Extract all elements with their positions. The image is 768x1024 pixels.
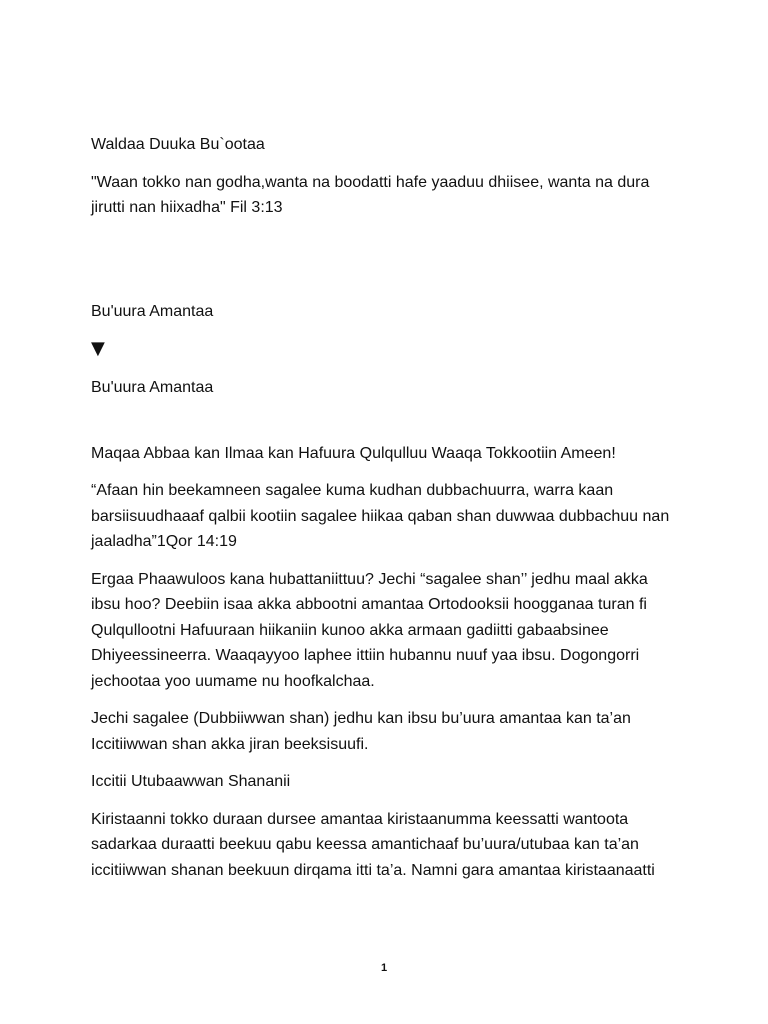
body-paragraph-1: Ergaa Phaawuloos kana hubattaniittuu? Jechi “sagalee shan’’ jedhu maal akka ibsu hoo? Deebiin isaa akka abbootni amantaa Ortodooksii hoogganaa turan fi Qulqullootni Hafuuraan hiikaniin kunoo akka armaan gadiitti gabaabsinee Dhiyeessineerra. Waaqayyoo laphee ittiin hubannu nuuf yaa ibsu. Dogongorri jechootaa yoo uumame nu hoofkalchaa.	[91, 570, 648, 690]
section-label-foundation-repeat: Bu'uura Amantaa	[91, 379, 214, 396]
body-paragraph-3: Kiristaanni tokko duraan dursee amantaa kiristaanumma keessatti wantoota sadarkaa duraatti beekuu qabu keessa amantichaaf bu’uura/utubaa kan ta’an iccitiiwwan shanan beekuun dirqama itti ta’a. Namni gara amantaa kiristaanaatti	[91, 810, 655, 879]
epigraph-quote: "Waan tokko nan godha,wanta na boodatti hafe yaaduu dhiisee, wanta na dura jirutti nan hiixadha" Fil 3:13	[91, 173, 650, 216]
page-number: 1	[380, 962, 388, 974]
body-paragraph-2: Jechi sagalee (Dubbiiwwan shan) jedhu kan ibsu bu’uura amantaa kan ta’an Iccitiiwwan shan akka jiran beeksisuufi.	[91, 710, 631, 753]
document-body	[91, 132, 681, 895]
document-heading: Waldaa Duuka Bu`ootaa	[91, 136, 265, 153]
greeting-line: Maqaa Abbaa kan Ilmaa kan Hafuura Qulqulluu Waaqa Tokkootiin Ameen!	[91, 444, 616, 462]
verse-quote: “Afaan hin beekamneen sagalee kuma kudhan dubbachuurra, warra kaan barsiisuudhaaaf qalbii kootiin sagalee hiikaa qaban shan duwwaa dubbachuu nan jaaladha”1Qor 14:19	[91, 482, 670, 550]
section-label-foundation: Bu'uura Amantaa	[91, 302, 214, 320]
dropdown-triangle-icon[interactable]: ▼	[91, 338, 105, 359]
section-subheading: Iccitii Utubaawwan Shananii	[91, 773, 291, 790]
spacer	[91, 233, 681, 299]
spacer	[91, 413, 681, 441]
